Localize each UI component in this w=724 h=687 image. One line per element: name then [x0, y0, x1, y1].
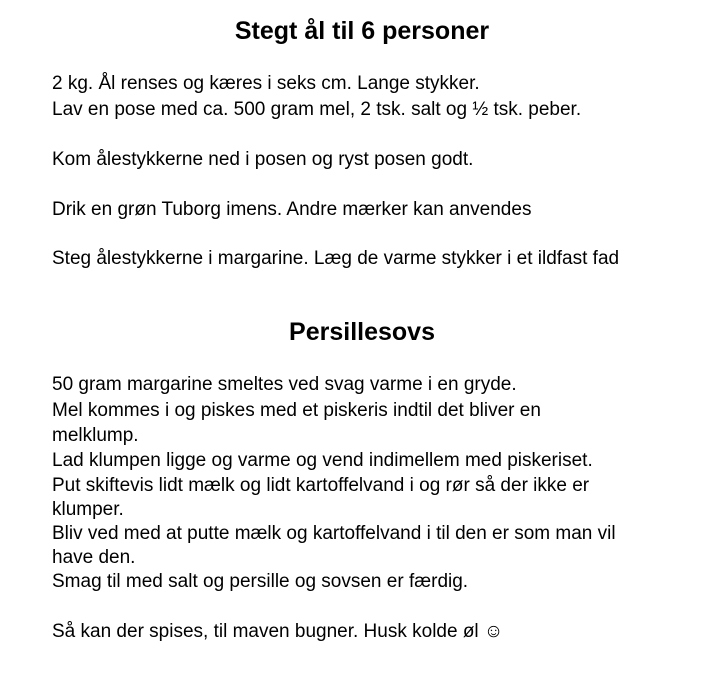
recipe2-line-7: Bliv ved med at putte mælk og kartoffelvand i til den er som man vil — [52, 523, 616, 544]
recipe2-line-8: have den. — [52, 547, 136, 568]
recipe1-line-2: Lav en pose med ca. 500 gram mel, 2 tsk. salt og ½ tsk. peber. — [52, 99, 582, 120]
recipe2-line-9: Smag til med salt og persille og sovsen er færdig. — [52, 571, 469, 592]
recipe1-line-3: Kom ålestykkerne ned i posen og ryst posen godt. — [52, 149, 474, 170]
recipe1-line-1: 2 kg. Ål renses og kæres i seks cm. Lange stykker. — [52, 73, 480, 94]
recipe2-line-1: 50 gram margarine smeltes ved svag varme i en gryde. — [52, 374, 517, 395]
recipe2-line-5: Put skiftevis lidt mælk og lidt kartoffelvand i og rør så der ikke er — [52, 475, 590, 496]
recipe2-line-4: Lad klumpen ligge og varme og vend indimellem med piskeriset. — [52, 450, 593, 471]
recipe1-line-4: Drik en grøn Tuborg imens. Andre mærker kan anvendes — [52, 199, 532, 220]
recipe2-line-6: klumper. — [52, 499, 124, 520]
recipe2-line-3: melklump. — [52, 425, 139, 446]
recipe2-line-10: Så kan der spises, til maven bugner. Husk kolde øl ☺ — [52, 621, 504, 642]
recipe-title-stegt-aal: Stegt ål til 6 personer — [234, 17, 490, 45]
recipe2-line-2: Mel kommes i og piskes med et piskeris indtil det bliver en — [52, 400, 541, 421]
recipe1-line-5: Steg ålestykkerne i margarine. Læg de varme stykker i et ildfast fad — [52, 248, 620, 269]
recipe-title-persillesovs: Persillesovs — [289, 318, 435, 346]
